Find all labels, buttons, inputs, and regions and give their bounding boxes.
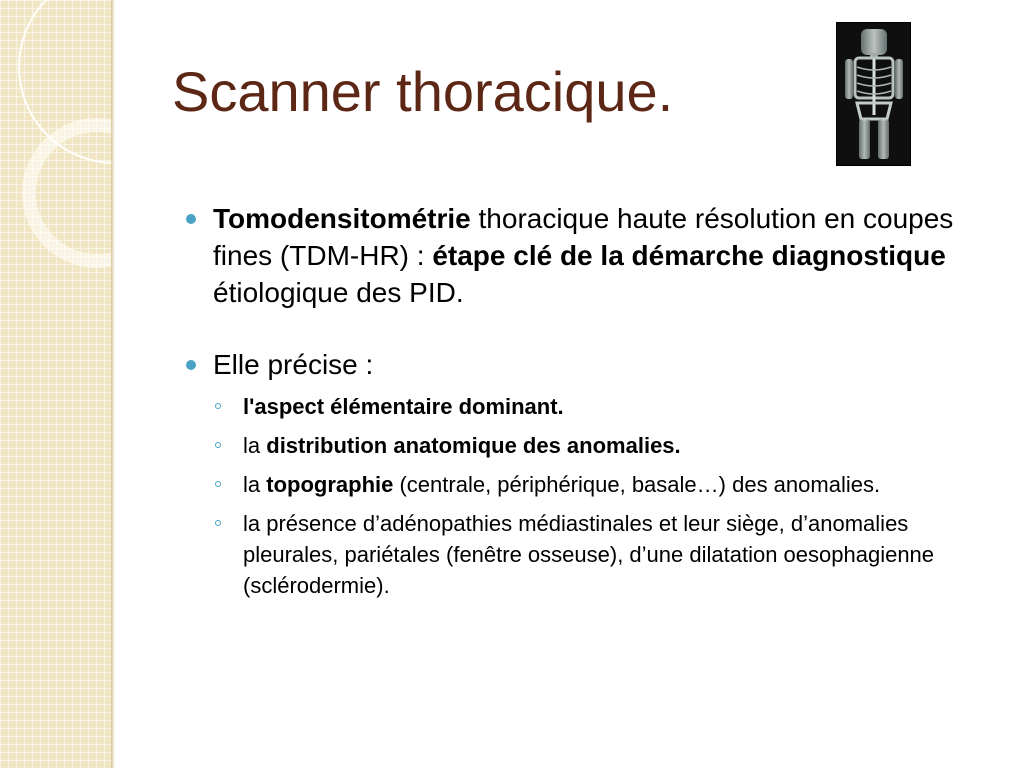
bullet-text: étiologique des PID. [213, 277, 464, 308]
bullet-dot-icon [186, 360, 196, 370]
slide-title: Scanner thoracique. [172, 60, 674, 123]
bullet-text: Elle précise : [213, 349, 374, 380]
sub-bullet-item [213, 391, 976, 422]
sub-bullet-text: (centrale, périphérique, basale…) des anomalies. [393, 472, 881, 497]
sub-bullet-text: la [243, 433, 267, 458]
sub-bullet-text: la [243, 472, 267, 497]
sub-bullet-list [213, 391, 976, 601]
sub-bullet-circle-icon [215, 520, 221, 526]
sub-bullet-circle-icon [215, 481, 221, 487]
sub-bullet-text-bold: distribution anatomique des anomalies. [266, 433, 681, 458]
xray-skeleton-image [836, 22, 911, 166]
bullet-dot-icon [186, 214, 196, 224]
sub-bullet-circle-icon [215, 442, 221, 448]
sub-bullet-text-bold: topographie [266, 472, 394, 497]
bullet-text-bold: étape clé de la démarche diagnostique [432, 240, 946, 271]
sub-bullet-item [213, 469, 976, 500]
slide-body [186, 200, 976, 601]
bullet-text-bold: Tomodensitométrie [213, 203, 471, 234]
bullet-text: thoracique haute résolution en coupes fines (TDM-HR) : [213, 203, 954, 271]
decorative-side-panel [0, 0, 113, 768]
side-panel-edge [111, 0, 115, 768]
bullet-item [186, 200, 976, 311]
decorative-ring [22, 118, 113, 268]
sub-bullet-item [213, 508, 976, 601]
xray-figure-icon [837, 23, 910, 165]
sub-bullet-text-bold: l'aspect élémentaire dominant. [243, 394, 564, 419]
bullet-item [186, 346, 976, 601]
sub-bullet-item [213, 430, 976, 461]
sub-bullet-text: la présence d’adénopathies médiastinales et leur siège, d’anomalies pleurales, pariétales (fenêtre osseuse), d’une dilatation oesophagienne (sclérodermie). [243, 511, 935, 598]
sub-bullet-circle-icon [215, 403, 221, 409]
